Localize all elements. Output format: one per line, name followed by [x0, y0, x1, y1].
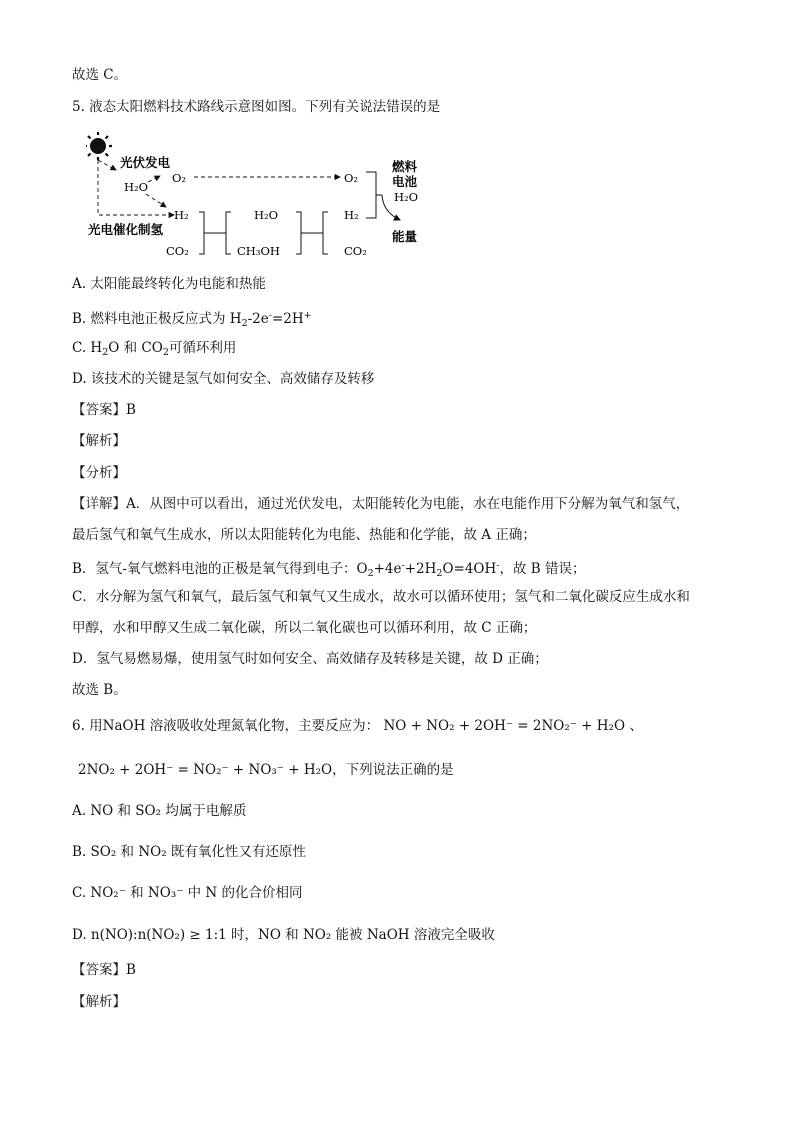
- label-fuel: 燃料: [392, 159, 418, 174]
- q6-equation-2: 2NO₂ + 2OH⁻ = NO₂⁻ + NO₃⁻ + H₂O: [78, 762, 333, 778]
- q5-stem: 5. 液态太阳燃料技术路线示意图如图。下列有关说法错误的是: [72, 99, 441, 115]
- sun-icon: [86, 132, 112, 160]
- q5-detail-1: 【详解】A．从图中可以看出，通过光伏发电，太阳能转化为电能，水在电能作用下分解为氧气和氢气，: [72, 496, 690, 512]
- q5-detail-3: B．氢气-氧气燃料电池的正极是氧气得到电子：$O_2+4e^-+2H_2O=4OH^-$，故 B 错误；: [72, 560, 586, 579]
- label-h2o-b: H₂O: [254, 208, 279, 222]
- q6-option-b: B. SO₂ 和 NO₂ 既有氧化性又有还原性: [72, 844, 306, 860]
- q6-option-d: D. n(NO):n(NO₂) ≥ 1:1 时，NO 和 NO₂ 能被 NaOH 溶液完全吸收: [72, 927, 495, 943]
- q5-detail-2: 最后氢气和氧气生成水，所以太阳能转化为电能、热能和化学能，故 A 正确；: [72, 527, 536, 543]
- q6-stem-line2: 2NO₂ + 2OH⁻ = NO₂⁻ + NO₃⁻ + H₂O，下列说法正确的是: [78, 762, 454, 778]
- q5-answer: 【答案】B: [72, 402, 136, 418]
- label-co2-a: CO₂: [166, 244, 189, 258]
- q6-analysis-label: 【解析】: [72, 994, 126, 1010]
- label-cell: 电池: [392, 174, 418, 189]
- label-h2-b: H₂: [344, 208, 359, 222]
- label-h2o-a: H₂O: [124, 180, 149, 194]
- q5-conclusion: 故选 B。: [72, 682, 127, 698]
- label-h2o-c: H₂O: [394, 190, 419, 204]
- q5-option-d: D. 该技术的关键是氢气如何安全、高效储存及转移: [72, 371, 375, 387]
- label-pv: 光伏发电: [120, 155, 171, 170]
- label-ch3oh: CH₃OH: [237, 244, 280, 258]
- q5-option-a: A. 太阳能最终转化为电能和热能: [72, 276, 266, 292]
- q6-answer: 【答案】B: [72, 962, 136, 978]
- label-pe: 光电催化制氢: [88, 222, 164, 237]
- q5-option-c: C. $H_2O$ 和 $CO_2$可循环利用: [72, 340, 237, 358]
- q5-detail-5: 甲醇，水和甲醇又生成二氧化碳，所以二氧化碳也可以循环利用，故 C 正确；: [72, 620, 537, 636]
- solar-fuel-diagram: [86, 130, 446, 262]
- q6-option-c: C. NO₂⁻ 和 NO₃⁻ 中 N 的化合价相同: [72, 885, 303, 901]
- q5-analysis-label: 【解析】: [72, 433, 126, 449]
- q6-stem-line1: 6. 用NaOH 溶液吸收处理氮氧化物，主要反应为： NO + NO₂ + 2OH⁻ = 2NO₂⁻ + H₂O 、: [72, 718, 643, 734]
- q6-option-a: A. NO 和 SO₂ 均属于电解质: [72, 803, 247, 819]
- label-h2-a: H₂: [174, 208, 189, 222]
- q5-fenxi-label: 【分析】: [72, 465, 126, 481]
- label-o2-a: O₂: [172, 171, 187, 185]
- q5-detail-6: D．氢气易燃易爆，使用氢气时如何安全、高效储存及转移是关键，故 D 正确；: [72, 651, 548, 667]
- label-o2-b: O₂: [344, 171, 359, 185]
- q5-option-b: B. 燃料电池正极反应式为 $H_2-2e^-=2H^+$: [72, 310, 312, 329]
- label-co2-b: CO₂: [344, 244, 367, 258]
- q6-equation-1: NO + NO₂ + 2OH⁻ = 2NO₂⁻ + H₂O 、: [383, 718, 643, 734]
- q5-detail-4: C．水分解为氢气和氧气，最后氢气和氧气又生成水，故水可以循环使用；氢气和二氧化碳反应生成水和: [72, 589, 690, 605]
- label-energy: 能量: [392, 229, 418, 244]
- q4-conclusion: 故选 C。: [72, 67, 128, 83]
